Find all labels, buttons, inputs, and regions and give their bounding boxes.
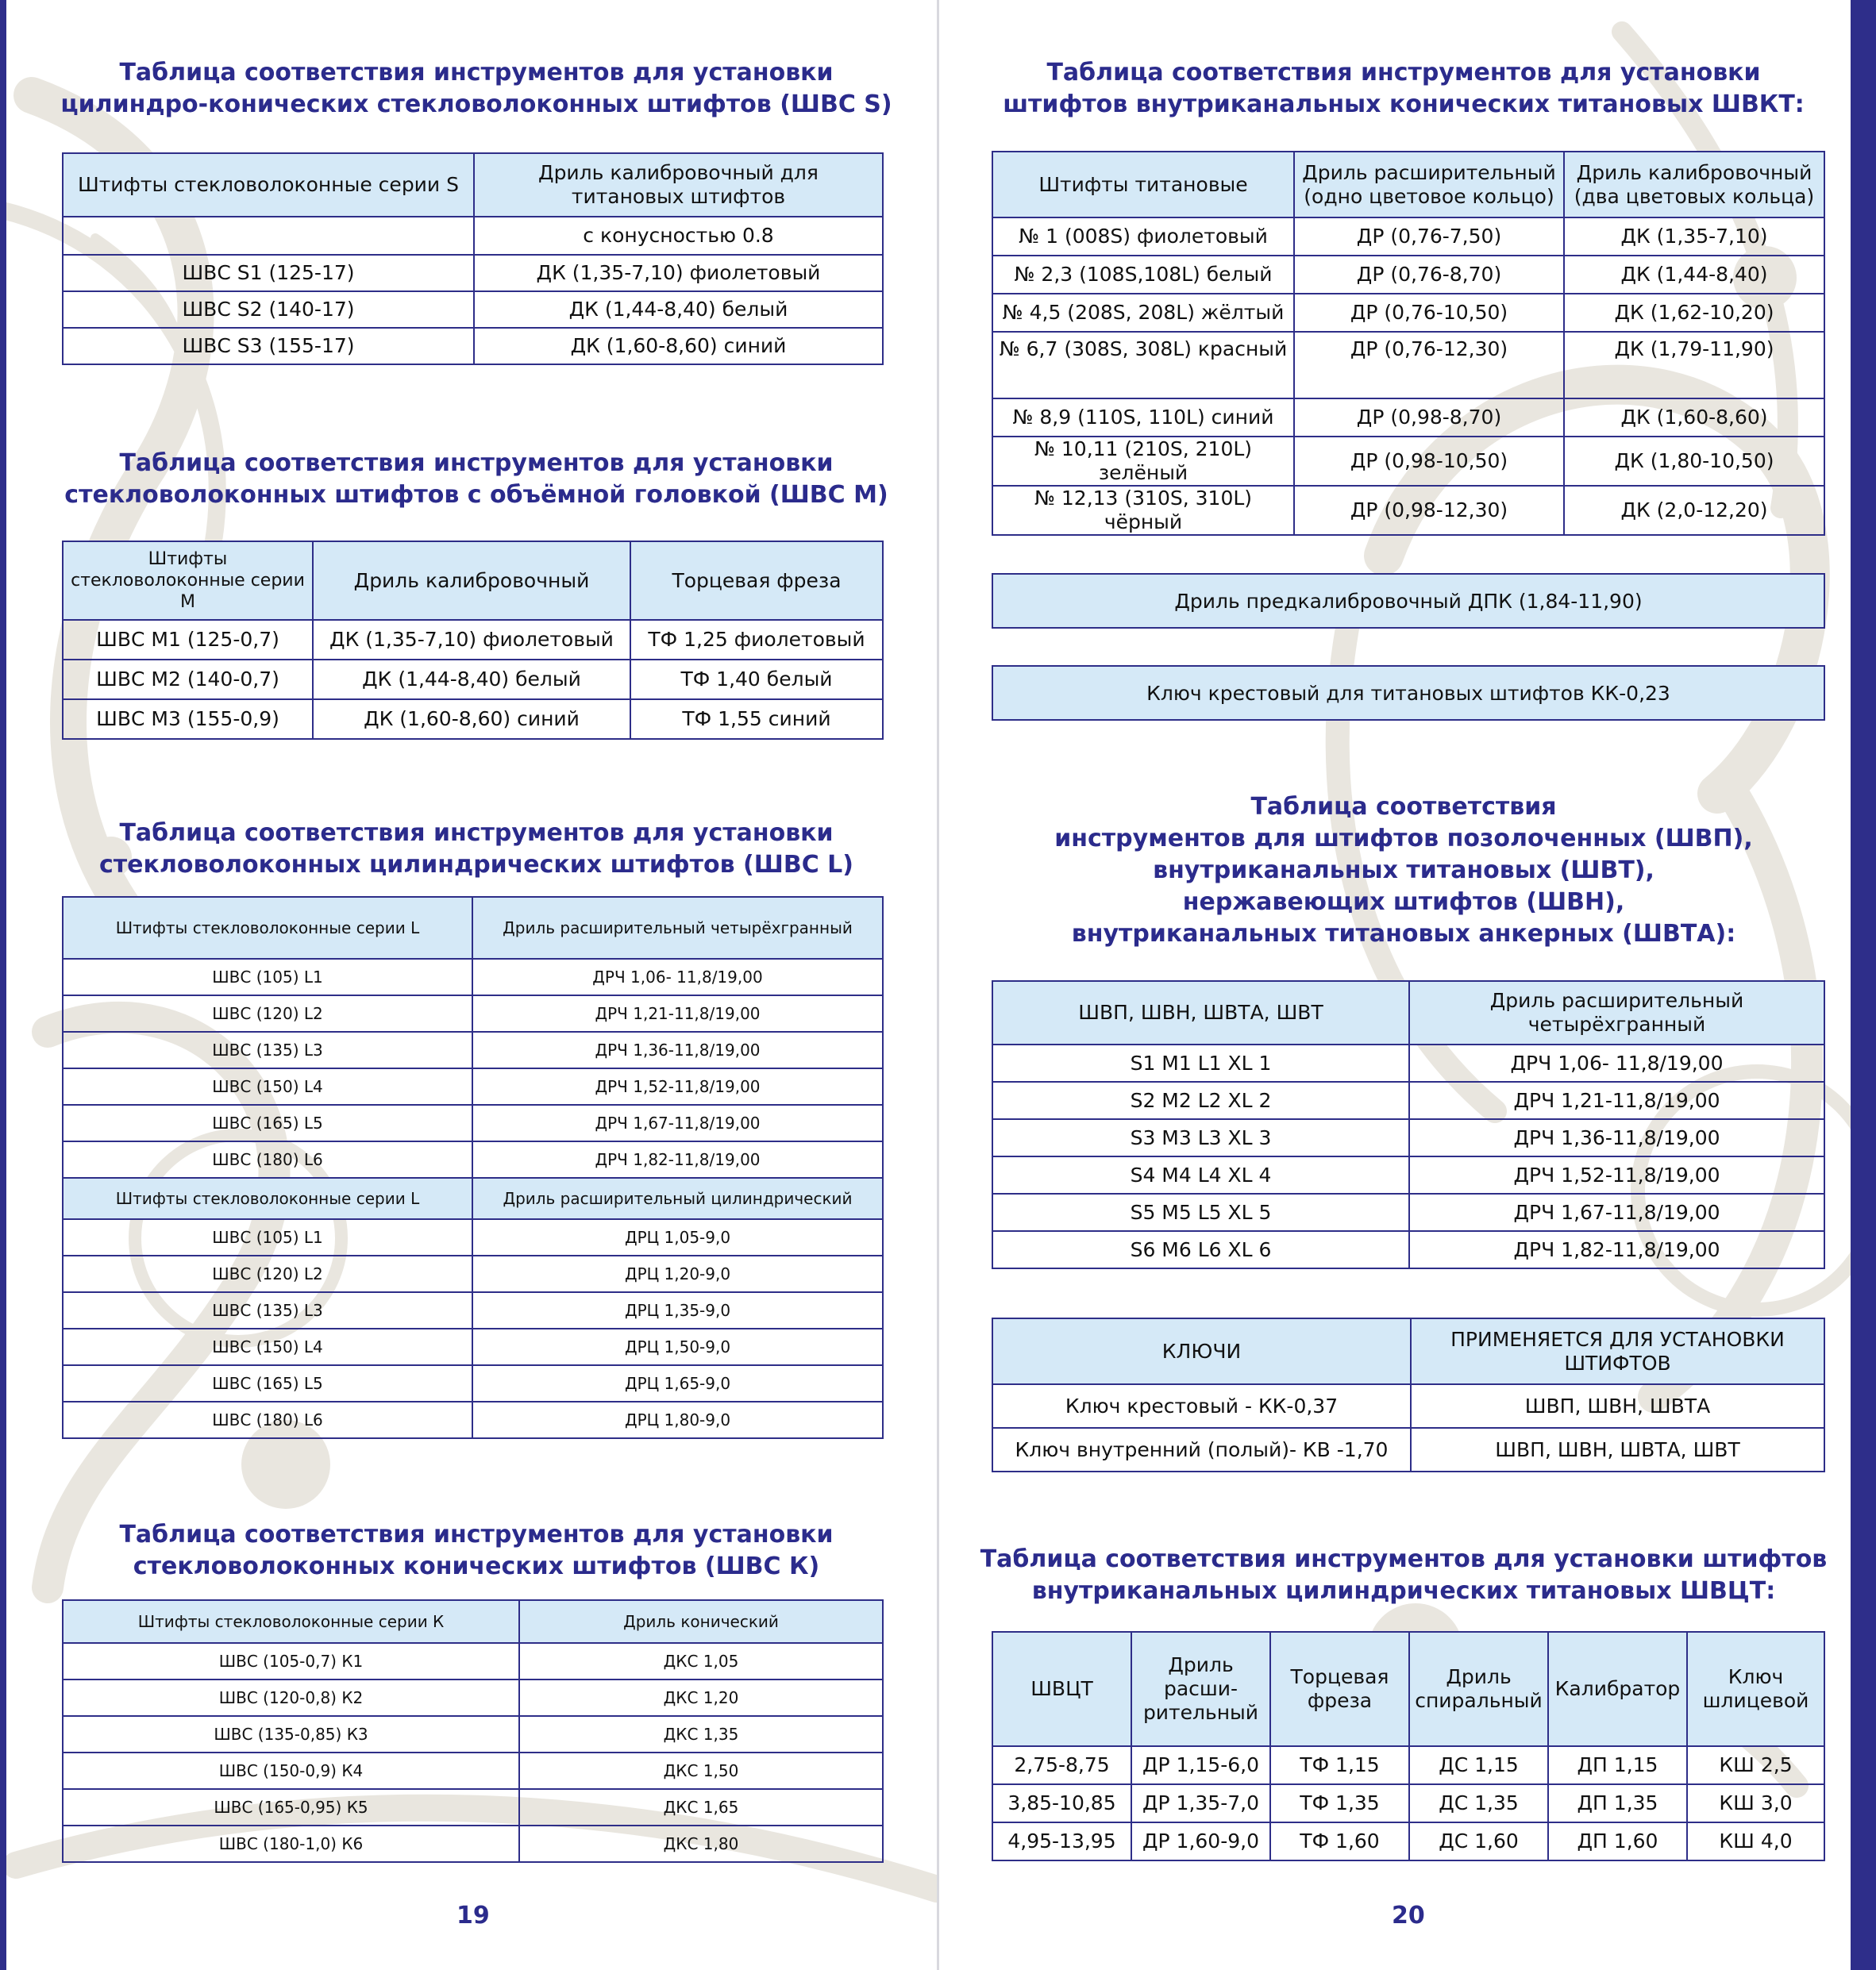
table-cell: ШВС (150) L4: [63, 1068, 472, 1105]
table-row: [992, 217, 1824, 256]
header-cell: Дриль расширительный четырёхгранный: [472, 897, 883, 959]
table-cell: ДР (0,98-12,30): [1294, 486, 1564, 535]
table-row: [63, 620, 883, 660]
table-row: [63, 660, 883, 699]
section-title-shvs-l: Таблица соответствия инструментов для установки стекловолоконных цилиндрических штифтов (ШВС L): [99, 819, 853, 879]
section-title-shvs-m: Таблица соответствия инструментов для установки стекловолоконных штифтов с объёмной головкой (ШВС М): [64, 449, 888, 509]
table-row: [992, 332, 1824, 398]
header-cell: ШВП, ШВН, ШВТА, ШВТ: [992, 981, 1409, 1045]
table-cell: ДРЦ 1,65-9,0: [472, 1365, 883, 1402]
table-cell: ШВП, ШВН, ШВТА: [1411, 1384, 1824, 1428]
table-cell: Ключ крестовый - КК-0,37: [992, 1384, 1411, 1428]
table-cell: [63, 217, 474, 255]
table-cell: S2 M2 L2 XL 2: [992, 1082, 1409, 1119]
header-cell: Штифты стекловолоконные серии К: [63, 1600, 519, 1643]
table-cell: № 8,9 (110S, 110L) синий: [992, 398, 1294, 437]
table-cell: ДРЧ 1,21-11,8/19,00: [472, 995, 883, 1032]
table-row: [992, 256, 1824, 294]
header-cell: ПРИМЕНЯЕТСЯ ДЛЯ УСТАНОВКИ ШТИФТОВ: [1411, 1318, 1824, 1384]
header-cell: Дриль расширительный четырёхгранный: [1409, 981, 1824, 1045]
table-cell: ШВС (165) L5: [63, 1365, 472, 1402]
table-row: [992, 1082, 1824, 1119]
table-cell: ШВС S2 (140-17): [63, 291, 474, 328]
header-cell: Дриль расширительный цилиндрический: [472, 1178, 883, 1219]
table-row: [63, 1680, 883, 1716]
table-cell: ДКС 1,80: [519, 1826, 883, 1862]
header-cell: Торцевая фреза: [1270, 1632, 1409, 1746]
table-row: [992, 294, 1824, 332]
table-row: [992, 437, 1824, 486]
table-cell: ДК (1,44-8,40) белый: [313, 660, 630, 699]
table-row: [63, 1256, 883, 1292]
table-row: [992, 1156, 1824, 1194]
table-cell: ДР (0,98-8,70): [1294, 398, 1564, 437]
table-cell: 4,95-13,95: [992, 1822, 1131, 1860]
table-row: [63, 995, 883, 1032]
table-shvs-m: [62, 541, 884, 740]
table-cell: ДКС 1,05: [519, 1643, 883, 1680]
header-cell: Дриль расши-рительный: [1131, 1632, 1270, 1746]
section-title-shvkt: Таблица соответствия инструментов для установки штифтов внутриканальных конических титановых ШВКТ:: [1003, 59, 1805, 118]
table-cell: ШВС (150-0,9) К4: [63, 1753, 519, 1789]
table-cell: ШВС (180-1,0) К6: [63, 1826, 519, 1862]
table-shvkt: [992, 151, 1825, 536]
table-cell: S4 M4 L4 XL 4: [992, 1156, 1409, 1194]
table-cell: ШВС (135) L3: [63, 1292, 472, 1329]
table-cell: ДК (1,62-10,20): [1564, 294, 1824, 332]
section-title-multi: Таблица соответствия инструментов для штифтов позолоченных (ШВП), внутриканальных титановых (ШВТ), нержавеющих штифтов (ШВН), внутриканальных титановых анкерных (ШВТА):: [1054, 793, 1753, 948]
table-cell: ШВС S3 (155-17): [63, 328, 474, 364]
table-cell: ТФ 1,40 белый: [630, 660, 883, 699]
table-cell: ДКС 1,35: [519, 1716, 883, 1753]
table-row: [992, 486, 1824, 535]
table-cell: ДК (1,80-10,50): [1564, 437, 1824, 486]
header-cell: Штифты стекловолоконные серии S: [63, 153, 474, 217]
table-header-row: [63, 541, 883, 620]
table-cell: № 12,13 (310S, 310L) чёрный: [992, 486, 1294, 535]
table-header-row: [992, 152, 1824, 217]
section-title-shvs-k: Таблица соответствия инструментов для установки стекловолоконных конических штифтов (ШВС К): [119, 1521, 834, 1580]
table-cell: № 10,11 (210S, 210L) зелёный: [992, 437, 1294, 486]
table-cell: ДРЧ 1,06- 11,8/19,00: [472, 959, 883, 995]
table-subheader-row: [63, 217, 883, 255]
table-cell: ШВС (165) L5: [63, 1105, 472, 1141]
section-title-shvct: Таблица соответствия инструментов для установки штифтов внутриканальных цилиндрических титановых ШВЦТ:: [980, 1545, 1828, 1605]
header-cell: Ключ шлицевой: [1687, 1632, 1824, 1746]
table-cell: S5 M5 L5 XL 5: [992, 1194, 1409, 1231]
table-row: [992, 1746, 1824, 1784]
table-cell: ДК (1,60-8,60) синий: [313, 699, 630, 739]
table-cell: ДР 1,35-7,0: [1131, 1784, 1270, 1822]
table-cell: ШВС М3 (155-0,9): [63, 699, 313, 739]
table-header-row: [63, 1600, 883, 1643]
table-cell: с конусностью 0.8: [474, 217, 883, 255]
table-row: [992, 1384, 1824, 1428]
table-cell: ДС 1,15: [1409, 1746, 1548, 1784]
header-cell: Дриль калибровочный: [313, 541, 630, 620]
table-row: [63, 1068, 883, 1105]
table-cell: ТФ 1,15: [1270, 1746, 1409, 1784]
table-cell: ШВС (180) L6: [63, 1402, 472, 1438]
table-cell: ДРЦ 1,20-9,0: [472, 1256, 883, 1292]
table-cell: ШВС (135) L3: [63, 1032, 472, 1068]
table-cell: ШВС S1 (125-17): [63, 255, 474, 291]
table-cell: S3 M3 L3 XL 3: [992, 1119, 1409, 1156]
table-header-row: [992, 1318, 1824, 1384]
table-cell: ШВС (120-0,8) К2: [63, 1680, 519, 1716]
table-cell: ДР (0,76-10,50): [1294, 294, 1564, 332]
table-cell: ДР 1,15-6,0: [1131, 1746, 1270, 1784]
table-row: [992, 1784, 1824, 1822]
header-cell: Дриль калибровочный (два цветовых кольца): [1564, 152, 1824, 217]
table-cell: ШВС (135-0,85) К3: [63, 1716, 519, 1753]
table-cell: ДРЧ 1,52-11,8/19,00: [472, 1068, 883, 1105]
table-cell: ШВС (105) L1: [63, 959, 472, 995]
page-edge-left: [0, 0, 6, 1970]
table-cell: ДР 1,60-9,0: [1131, 1822, 1270, 1860]
header-cell: ШВЦТ: [992, 1632, 1131, 1746]
table-cell: ДРЧ 1,21-11,8/19,00: [1409, 1082, 1824, 1119]
table-row: [63, 1329, 883, 1365]
table-cell: ШВС (105) L1: [63, 1219, 472, 1256]
table-cell: ШВС (120) L2: [63, 1256, 472, 1292]
table-cell: ДС 1,60: [1409, 1822, 1548, 1860]
table-cell: S6 M6 L6 XL 6: [992, 1231, 1409, 1268]
table-shvs-s: [62, 152, 884, 365]
header-cell: Дриль конический: [519, 1600, 883, 1643]
table-cell: S1 M1 L1 XL 1: [992, 1045, 1409, 1082]
header-cell: КЛЮЧИ: [992, 1318, 1411, 1384]
table-cell: ДР (0,76-7,50): [1294, 217, 1564, 256]
table-cell: ШВС (150) L4: [63, 1329, 472, 1365]
section-title-shvs-s: Таблица соответствия инструментов для установки цилиндро-конических стекловолоконных штифтов (ШВС S): [60, 59, 892, 118]
table-header-row: [63, 897, 883, 959]
header-cell: Штифты стекловолоконные серии L: [63, 1178, 472, 1219]
table-cell: ДРЦ 1,80-9,0: [472, 1402, 883, 1438]
table-cell: ДРЧ 1,82-11,8/19,00: [1409, 1231, 1824, 1268]
table-cell: ДРЦ 1,50-9,0: [472, 1329, 883, 1365]
table-row: [63, 1716, 883, 1753]
table-row: [63, 1402, 883, 1438]
table-cell: ДРЧ 1,36-11,8/19,00: [472, 1032, 883, 1068]
table-cell: ДРЧ 1,67-11,8/19,00: [1409, 1194, 1824, 1231]
table-cell: ДР (0,98-10,50): [1294, 437, 1564, 486]
table-row: [63, 1032, 883, 1068]
table-cell: № 2,3 (108S,108L) белый: [992, 256, 1294, 294]
page-20: [939, 0, 1876, 1970]
table-header-row: [992, 1632, 1824, 1746]
table-cell: ШВС (165-0,95) К5: [63, 1789, 519, 1826]
table-row: [63, 328, 883, 364]
table-cell: ДП 1,35: [1548, 1784, 1687, 1822]
info-bar-dpk: Дриль предкалибровочный ДПК (1,84-11,90): [992, 573, 1825, 629]
table-row: [63, 699, 883, 739]
table-row: [992, 1231, 1824, 1268]
table-cell: ДКС 1,50: [519, 1753, 883, 1789]
page-number: 20: [1392, 1902, 1425, 1930]
table-keys: [992, 1318, 1825, 1472]
table-cell: КШ 3,0: [1687, 1784, 1824, 1822]
header-cell: Штифты титановые: [992, 152, 1294, 217]
table-row: [63, 291, 883, 328]
table-shvs-l: [62, 896, 884, 1439]
table-row: [992, 1045, 1824, 1082]
table-cell: ШВП, ШВН, ШВТА, ШВТ: [1411, 1428, 1824, 1472]
table-shvs-k: [62, 1599, 884, 1863]
header-cell: Штифты стекловолоконные серии М: [63, 541, 313, 620]
table-cell: ШВС (180) L6: [63, 1141, 472, 1178]
table-cell: 3,85-10,85: [992, 1784, 1131, 1822]
table-row: [63, 1753, 883, 1789]
table-cell: ДКС 1,65: [519, 1789, 883, 1826]
table-row: [63, 959, 883, 995]
table-row: [63, 1292, 883, 1329]
page-edge-right: [1851, 0, 1876, 1970]
table-cell: ДРЧ 1,82-11,8/19,00: [472, 1141, 883, 1178]
table-cell: ДП 1,15: [1548, 1746, 1687, 1784]
table-cell: ШВС М1 (125-0,7): [63, 620, 313, 660]
table-row: [992, 1822, 1824, 1860]
table-cell: ДП 1,60: [1548, 1822, 1687, 1860]
table-cell: ДК (1,44-8,40): [1564, 256, 1824, 294]
table-cell: ТФ 1,55 синий: [630, 699, 883, 739]
table-cell: ШВС М2 (140-0,7): [63, 660, 313, 699]
table-shvct: [992, 1631, 1825, 1861]
header-cell: Дриль спиральный: [1409, 1632, 1548, 1746]
table-cell: ДК (1,35-7,10): [1564, 217, 1824, 256]
info-bar-kk: Ключ крестовый для титановых штифтов КК-0,23: [992, 665, 1825, 721]
header-cell: Штифты стекловолоконные серии L: [63, 897, 472, 959]
table-cell: ДК (1,44-8,40) белый: [474, 291, 883, 328]
table-row: [63, 255, 883, 291]
table-cell: КШ 2,5: [1687, 1746, 1824, 1784]
table-cell: ДР (0,76-12,30): [1294, 332, 1564, 398]
table-row: [63, 1141, 883, 1178]
table-cell: № 6,7 (308S, 308L) красный: [992, 332, 1294, 398]
table-cell: ДРЧ 1,67-11,8/19,00: [472, 1105, 883, 1141]
table-row: [63, 1826, 883, 1862]
table-cell: ДРЧ 1,06- 11,8/19,00: [1409, 1045, 1824, 1082]
table-cell: ДРЧ 1,52-11,8/19,00: [1409, 1156, 1824, 1194]
table-cell: ДРЦ 1,05-9,0: [472, 1219, 883, 1256]
page-19: [0, 0, 937, 1970]
table-cell: ДК (1,35-7,10) фиолетовый: [474, 255, 883, 291]
table-cell: КШ 4,0: [1687, 1822, 1824, 1860]
table-cell: ДР (0,76-8,70): [1294, 256, 1564, 294]
table-cell: ДК (1,60-8,60) синий: [474, 328, 883, 364]
table-row: [992, 1119, 1824, 1156]
header-cell: Дриль калибровочный для титановых штифтов: [474, 153, 883, 217]
table-row: [63, 1105, 883, 1141]
table-row: [63, 1789, 883, 1826]
table-multi: [992, 980, 1825, 1269]
table-cell: № 1 (008S) фиолетовый: [992, 217, 1294, 256]
table-row: [63, 1643, 883, 1680]
header-cell: Калибратор: [1548, 1632, 1687, 1746]
table-row: [63, 1219, 883, 1256]
table-header-row: [63, 1178, 883, 1219]
table-cell: ДК (2,0-12,20): [1564, 486, 1824, 535]
table-cell: № 4,5 (208S, 208L) жёлтый: [992, 294, 1294, 332]
header-cell: Торцевая фреза: [630, 541, 883, 620]
table-cell: ДС 1,35: [1409, 1784, 1548, 1822]
table-cell: ТФ 1,35: [1270, 1784, 1409, 1822]
table-cell: ДРЦ 1,35-9,0: [472, 1292, 883, 1329]
table-cell: 2,75-8,75: [992, 1746, 1131, 1784]
table-cell: ДРЧ 1,36-11,8/19,00: [1409, 1119, 1824, 1156]
table-row: [63, 1365, 883, 1402]
table-cell: Ключ внутренний (полый)- КВ -1,70: [992, 1428, 1411, 1472]
table-row: [992, 1194, 1824, 1231]
page-number: 19: [456, 1902, 490, 1930]
table-cell: ШВС (120) L2: [63, 995, 472, 1032]
table-cell: ТФ 1,60: [1270, 1822, 1409, 1860]
table-row: [992, 1428, 1824, 1472]
table-cell: ДК (1,35-7,10) фиолетовый: [313, 620, 630, 660]
table-row: [992, 398, 1824, 437]
table-cell: ШВС (105-0,7) К1: [63, 1643, 519, 1680]
table-header-row: [63, 153, 883, 217]
table-cell: ДК (1,79-11,90): [1564, 332, 1824, 398]
table-cell: ДК (1,60-8,60): [1564, 398, 1824, 437]
table-cell: ТФ 1,25 фиолетовый: [630, 620, 883, 660]
header-cell: Дриль расширительный (одно цветовое кольцо): [1294, 152, 1564, 217]
table-header-row: [992, 981, 1824, 1045]
table-cell: ДКС 1,20: [519, 1680, 883, 1716]
